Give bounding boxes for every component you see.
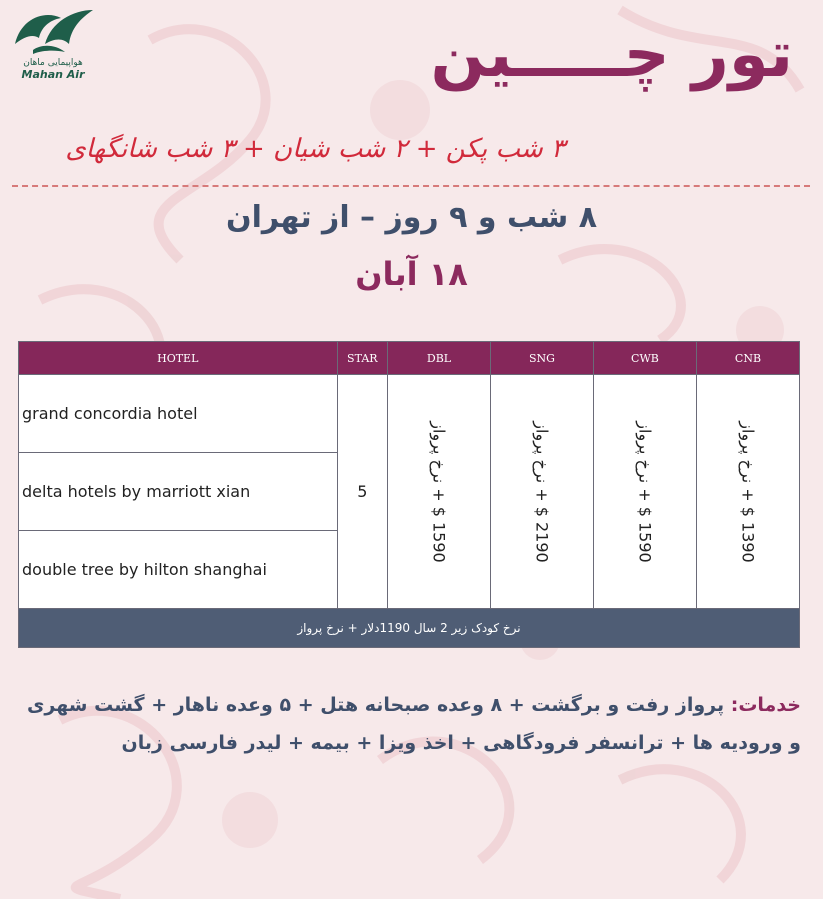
dashed-divider [12, 185, 810, 187]
table-header-row [19, 342, 800, 375]
header-sng: SNG [490, 342, 593, 375]
tour-date: ۱۸ آبان [355, 255, 468, 293]
hotel-name: double tree by hilton shanghai [19, 531, 338, 609]
rate-sng [490, 375, 593, 609]
brand-name-fa: هواپیمایی ماهان [23, 58, 83, 68]
table-row [19, 375, 800, 453]
page-title: تور چـــــین [430, 18, 793, 92]
rates-table [18, 341, 800, 648]
star-rating: 5 [337, 375, 388, 609]
hotel-name: delta hotels by marriott xian [19, 453, 338, 531]
services-label: خدمات: [730, 694, 801, 716]
child-rate-note: نرخ کودک زیر 2 سال 1190دلار + نرخ پرواز [19, 609, 800, 648]
rate-dbl-value: 1590 $ + نرخ پرواز [429, 420, 449, 563]
brand-name-en: Mahan Air [21, 68, 85, 81]
tour-duration: ۸ شب و ۹ روز – از تهران [225, 200, 597, 235]
rate-sng-value: 2190 $ + نرخ پرواز [532, 420, 552, 563]
services-text [18, 686, 801, 762]
rate-cnb-value: 1390 $ + نرخ پرواز [738, 420, 758, 563]
itinerary-subtitle: ۳ شب پکن + ۲ شب شیان + ۳ شب شانگهای [65, 134, 565, 164]
header-cwb: CWB [593, 342, 696, 375]
services-list: پرواز رفت و برگشت + ۸ وعده صبحانه هتل + ۵ وعده ناهار + گشت شهری و ورودیه ها + ترانسفر فرودگاهی + اخذ ویزا + بیمه + لیدر فارسی زبان [27, 694, 801, 754]
hotel-name: grand concordia hotel [19, 375, 338, 453]
table-footer-row [19, 609, 800, 648]
rate-dbl [388, 375, 491, 609]
rate-cnb [696, 375, 799, 609]
header-star: STAR [337, 342, 388, 375]
header-hotel: HOTEL [19, 342, 338, 375]
mahan-air-logo [8, 4, 98, 92]
rate-cwb-value: 1590 $ + نرخ پرواز [635, 420, 655, 563]
bird-logo-icon [11, 4, 95, 58]
header-cnb: CNB [696, 342, 799, 375]
rate-cwb [593, 375, 696, 609]
header-dbl: DBL [388, 342, 491, 375]
